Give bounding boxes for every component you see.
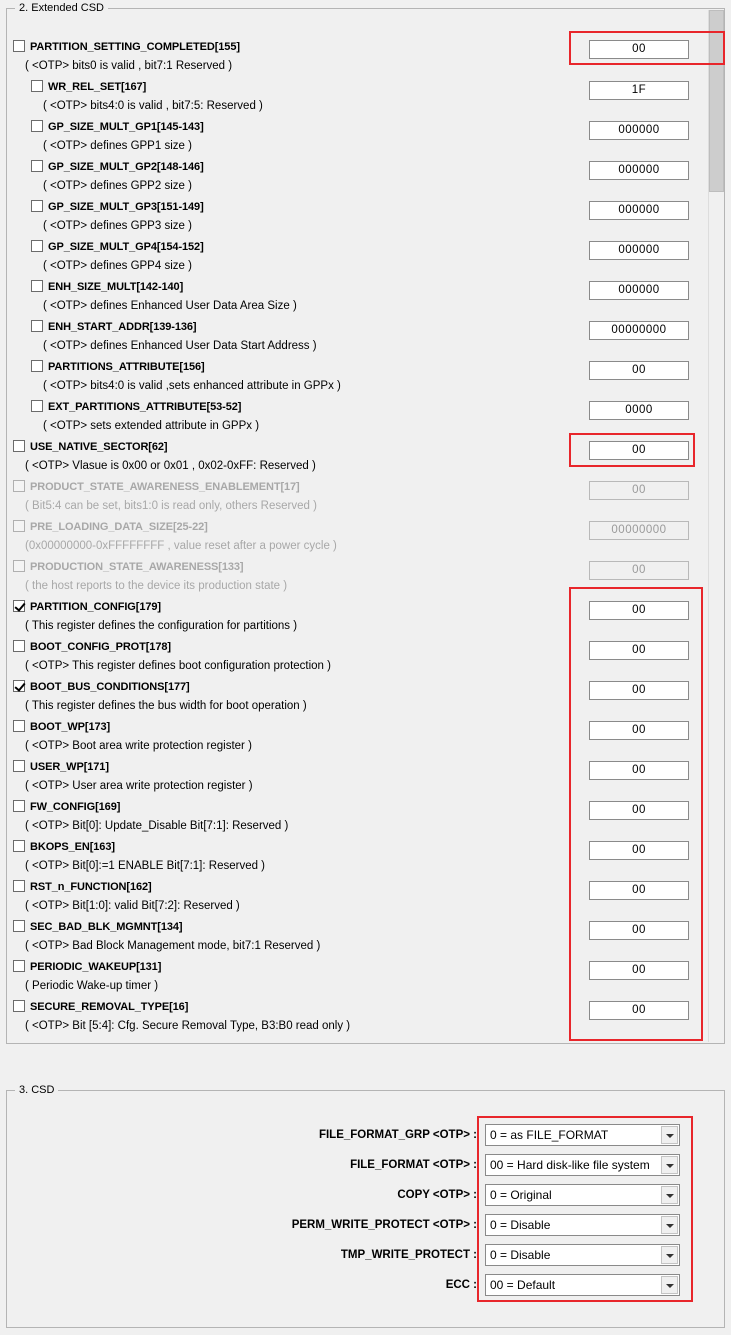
ecsd-row xyxy=(31,360,205,380)
ecsd-field-description: ( <OTP> Bad Block Management mode, bit7:1 Reserved ) xyxy=(25,940,321,952)
ecsd-field-description: ( <OTP> Bit[0]: Update_Disable Bit[7:1]: Reserved ) xyxy=(25,820,289,832)
ecsd-value-input[interactable]: 1F xyxy=(589,81,689,100)
checkbox-partitions-attribute-156[interactable] xyxy=(31,360,43,372)
ecsd-field-description: ( <OTP> Boot area write protection register ) xyxy=(25,740,252,752)
ecsd-field-description: ( <OTP> User area write protection register ) xyxy=(25,780,253,792)
ecsd-field-description: ( <OTP> This register defines boot configuration protection ) xyxy=(25,660,331,672)
ecsd-field-description: ( <OTP> Vlasue is 0x00 or 0x01 , 0x02-0xFF: Reserved ) xyxy=(25,460,316,472)
ecsd-value-input[interactable]: 000000 xyxy=(589,241,689,260)
csd-dropdown[interactable] xyxy=(485,1184,680,1206)
ecsd-value-input[interactable]: 00 xyxy=(589,841,689,860)
ecsd-row xyxy=(31,120,204,140)
checkbox-enh-size-mult-142-140[interactable] xyxy=(31,280,43,292)
ecsd-row xyxy=(13,960,161,980)
extended-csd-group xyxy=(6,2,725,1044)
csd-field-label: FILE_FORMAT <OTP> : xyxy=(350,1159,477,1171)
chevron-down-icon[interactable] xyxy=(661,1216,678,1234)
checkbox-periodic-wakeup-131[interactable] xyxy=(13,960,25,972)
ecsd-row xyxy=(31,240,204,260)
checkbox-wr-rel-set-167[interactable] xyxy=(31,80,43,92)
ecsd-field-label: ENH_SIZE_MULT[142-140] xyxy=(48,281,184,293)
ecsd-field-description: ( This register defines the configuration for partitions ) xyxy=(25,620,298,632)
checkbox-rst-n-function-162[interactable] xyxy=(13,880,25,892)
ecsd-field-description: ( <OTP> defines Enhanced User Data Start Address ) xyxy=(43,340,317,352)
ecsd-field-description: ( Bit5:4 can be set, bits1:0 is read only, others Reserved ) xyxy=(25,500,317,512)
ecsd-value-input[interactable]: 00 xyxy=(589,40,689,59)
csd-dropdown-value: 00 = Default xyxy=(490,1278,556,1292)
ecsd-field-description: ( <OTP> Bit[0]:=1 ENABLE Bit[7:1]: Reserved ) xyxy=(25,860,266,872)
ecsd-field-description: ( <OTP> defines Enhanced User Data Area Size ) xyxy=(43,300,297,312)
ecsd-row xyxy=(31,320,196,340)
ecsd-value-input[interactable]: 00 xyxy=(589,361,689,380)
ecsd-row xyxy=(13,720,110,740)
csd-field-label: FILE_FORMAT_GRP <OTP> : xyxy=(318,1129,477,1141)
ecsd-field-description: ( <OTP> defines GPP1 size ) xyxy=(43,140,192,152)
ecsd-value-input: 00 xyxy=(589,561,689,580)
ecsd-value-input[interactable]: 00 xyxy=(589,641,689,660)
ecsd-field-label: BOOT_CONFIG_PROT[178] xyxy=(30,641,171,653)
ecsd-value-input[interactable]: 00 xyxy=(589,801,689,820)
ecsd-row xyxy=(13,440,167,460)
ecsd-row xyxy=(13,1000,188,1020)
csd-field-label: ECC : xyxy=(445,1279,477,1291)
checkbox-production-state-awareness-133 xyxy=(13,560,25,572)
ecsd-value-input[interactable]: 00 xyxy=(589,441,689,460)
csd-dropdown[interactable] xyxy=(485,1214,680,1236)
ecsd-value-input[interactable]: 00 xyxy=(589,881,689,900)
checkbox-boot-bus-conditions-177[interactable] xyxy=(13,680,25,692)
ecsd-field-description: ( <OTP> sets extended attribute in GPPx ) xyxy=(43,420,260,432)
checkbox-use-native-sector-62[interactable] xyxy=(13,440,25,452)
ecsd-field-label: BKOPS_EN[163] xyxy=(30,841,115,853)
chevron-down-icon[interactable] xyxy=(661,1276,678,1294)
ecsd-row xyxy=(31,200,204,220)
ecsd-row xyxy=(13,800,120,820)
ecsd-row xyxy=(31,400,241,420)
ecsd-value-input[interactable]: 00 xyxy=(589,961,689,980)
checkbox-gp-size-mult-gp3-151-149[interactable] xyxy=(31,200,43,212)
ecsd-row xyxy=(13,560,243,580)
ecsd-row xyxy=(13,840,115,860)
checkbox-pre-loading-data-size-25-22 xyxy=(13,520,25,532)
checkbox-sec-bad-blk-mgmnt-134[interactable] xyxy=(13,920,25,932)
ecsd-field-description: (0x00000000-0xFFFFFFFF , value reset after a power cycle ) xyxy=(25,540,337,552)
ecsd-field-label: WR_REL_SET[167] xyxy=(48,81,147,93)
checkbox-boot-wp-173[interactable] xyxy=(13,720,25,732)
ecsd-field-description: ( Periodic Wake-up timer ) xyxy=(25,980,159,992)
ecsd-field-label: PRODUCTION_STATE_AWARENESS[133] xyxy=(30,561,244,573)
ecsd-field-label: USE_NATIVE_SECTOR[62] xyxy=(30,441,168,453)
ecsd-row xyxy=(13,480,300,500)
checkbox-product-state-awareness-enablement-17 xyxy=(13,480,25,492)
csd-legend: 3. CSD xyxy=(15,1084,58,1096)
csd-dropdown[interactable] xyxy=(485,1154,680,1176)
ecsd-value-input[interactable]: 00 xyxy=(589,721,689,740)
checkbox-enh-start-addr-139-136[interactable] xyxy=(31,320,43,332)
ecsd-field-description: ( This register defines the bus width for boot operation ) xyxy=(25,700,307,712)
ecsd-row xyxy=(31,160,204,180)
ecsd-field-description: ( <OTP> defines GPP2 size ) xyxy=(43,180,192,192)
csd-dropdown[interactable] xyxy=(485,1244,680,1266)
ecsd-row xyxy=(13,40,240,60)
checkbox-boot-config-prot-178[interactable] xyxy=(13,640,25,652)
ecsd-field-label: BOOT_WP[173] xyxy=(30,721,111,733)
ecsd-value-input[interactable]: 00 xyxy=(589,761,689,780)
extended-csd-legend: 2. Extended CSD xyxy=(15,2,108,14)
ecsd-value-input[interactable]: 00 xyxy=(589,681,689,700)
ecsd-value-input[interactable]: 00 xyxy=(589,601,689,620)
ecsd-value-input[interactable]: 000000 xyxy=(589,281,689,300)
checkbox-partition-setting-completed-155[interactable] xyxy=(13,40,25,52)
ecsd-field-description: ( <OTP> bits4:0 is valid , bit7:5: Reserved ) xyxy=(43,100,263,112)
ecsd-field-description: ( <OTP> bits4:0 is valid ,sets enhanced attribute in GPPx ) xyxy=(43,380,341,392)
ecsd-field-label: FW_CONFIG[169] xyxy=(30,801,121,813)
extended-csd-scrollbar[interactable] xyxy=(708,10,723,1042)
ecsd-row xyxy=(31,80,146,100)
ecsd-field-label: PRODUCT_STATE_AWARENESS_ENABLEMENT[17] xyxy=(30,481,300,493)
chevron-down-icon[interactable] xyxy=(661,1246,678,1264)
ecsd-field-label: GP_SIZE_MULT_GP2[148-146] xyxy=(48,161,204,173)
ecsd-field-label: BOOT_BUS_CONDITIONS[177] xyxy=(30,681,190,693)
csd-dropdown[interactable] xyxy=(485,1124,680,1146)
checkbox-bkops-en-163[interactable] xyxy=(13,840,25,852)
csd-dropdown-value: 0 = Disable xyxy=(490,1248,551,1262)
ecsd-row xyxy=(13,920,182,940)
ecsd-row xyxy=(13,600,161,620)
ecsd-field-label: USER_WP[171] xyxy=(30,761,109,773)
checkbox-secure-removal-type-16[interactable] xyxy=(13,1000,25,1012)
checkbox-fw-config-169[interactable] xyxy=(13,800,25,812)
checkbox-ext-partitions-attribute-53-52[interactable] xyxy=(31,400,43,412)
ecsd-value-input: 00 xyxy=(589,481,689,500)
checkbox-gp-size-mult-gp4-154-152[interactable] xyxy=(31,240,43,252)
ecsd-value-input[interactable]: 00 xyxy=(589,921,689,940)
checkbox-gp-size-mult-gp1-145-143[interactable] xyxy=(31,120,43,132)
ecsd-field-label: SEC_BAD_BLK_MGMNT[134] xyxy=(30,921,183,933)
ecsd-field-label: PRE_LOADING_DATA_SIZE[25-22] xyxy=(30,521,208,533)
ecsd-row xyxy=(13,520,208,540)
ecsd-field-label: SECURE_REMOVAL_TYPE[16] xyxy=(30,1001,189,1013)
csd-dropdown[interactable] xyxy=(485,1274,680,1296)
ecsd-value-input: 00000000 xyxy=(589,521,689,540)
ecsd-value-input[interactable]: 00 xyxy=(589,1001,689,1020)
csd-dropdown-value: 0 = Original xyxy=(490,1188,552,1202)
ecsd-value-input[interactable]: 0000 xyxy=(589,401,689,420)
ecsd-field-description: ( <OTP> Bit [5:4]: Cfg. Secure Removal Type, B3:B0 read only ) xyxy=(25,1020,351,1032)
csd-dropdown-value: 00 = Hard disk-like file system xyxy=(490,1158,650,1172)
ecsd-field-label: GP_SIZE_MULT_GP4[154-152] xyxy=(48,241,204,253)
ecsd-field-label: ENH_START_ADDR[139-136] xyxy=(48,321,197,333)
checkbox-user-wp-171[interactable] xyxy=(13,760,25,772)
csd-field-label: PERM_WRITE_PROTECT <OTP> : xyxy=(291,1219,477,1231)
ecsd-field-label: EXT_PARTITIONS_ATTRIBUTE[53-52] xyxy=(48,401,242,413)
ecsd-field-description: ( <OTP> bits0 is valid , bit7:1 Reserved ) xyxy=(25,60,233,72)
ecsd-value-input[interactable]: 00000000 xyxy=(589,321,689,340)
ecsd-field-label: GP_SIZE_MULT_GP1[145-143] xyxy=(48,121,204,133)
ecsd-field-description: ( <OTP> defines GPP3 size ) xyxy=(43,220,192,232)
csd-group xyxy=(6,1084,725,1328)
ecsd-field-description: ( <OTP> Bit[1:0]: valid Bit[7:2]: Reserved ) xyxy=(25,900,240,912)
ecsd-value-input[interactable]: 000000 xyxy=(589,161,689,180)
ecsd-value-input[interactable]: 000000 xyxy=(589,121,689,140)
checkbox-gp-size-mult-gp2-148-146[interactable] xyxy=(31,160,43,172)
ecsd-row xyxy=(31,280,183,300)
chevron-down-icon[interactable] xyxy=(661,1186,678,1204)
chevron-down-icon[interactable] xyxy=(661,1126,678,1144)
ecsd-row xyxy=(13,640,171,660)
ecsd-field-label: PARTITION_CONFIG[179] xyxy=(30,601,161,613)
ecsd-field-label: PARTITIONS_ATTRIBUTE[156] xyxy=(48,361,205,373)
ecsd-row xyxy=(13,760,109,780)
ecsd-field-label: PERIODIC_WAKEUP[131] xyxy=(30,961,162,973)
ecsd-field-description: ( the host reports to the device its production state ) xyxy=(25,580,288,592)
csd-dropdown-value: 0 = as FILE_FORMAT xyxy=(490,1128,609,1142)
csd-field-label: TMP_WRITE_PROTECT : xyxy=(340,1249,477,1261)
ecsd-field-label: PARTITION_SETTING_COMPLETED[155] xyxy=(30,41,240,53)
ecsd-field-description: ( <OTP> defines GPP4 size ) xyxy=(43,260,192,272)
csd-field-label: COPY <OTP> : xyxy=(397,1189,477,1201)
scrollbar-thumb[interactable] xyxy=(709,10,724,192)
chevron-down-icon[interactable] xyxy=(661,1156,678,1174)
ecsd-row xyxy=(13,880,152,900)
checkbox-partition-config-179[interactable] xyxy=(13,600,25,612)
clipped-top-strip xyxy=(0,0,731,7)
ecsd-row xyxy=(13,680,190,700)
ecsd-field-label: RST_n_FUNCTION[162] xyxy=(30,881,152,893)
ecsd-field-label: GP_SIZE_MULT_GP3[151-149] xyxy=(48,201,204,213)
ecsd-value-input[interactable]: 000000 xyxy=(589,201,689,220)
csd-dropdown-value: 0 = Disable xyxy=(490,1218,551,1232)
